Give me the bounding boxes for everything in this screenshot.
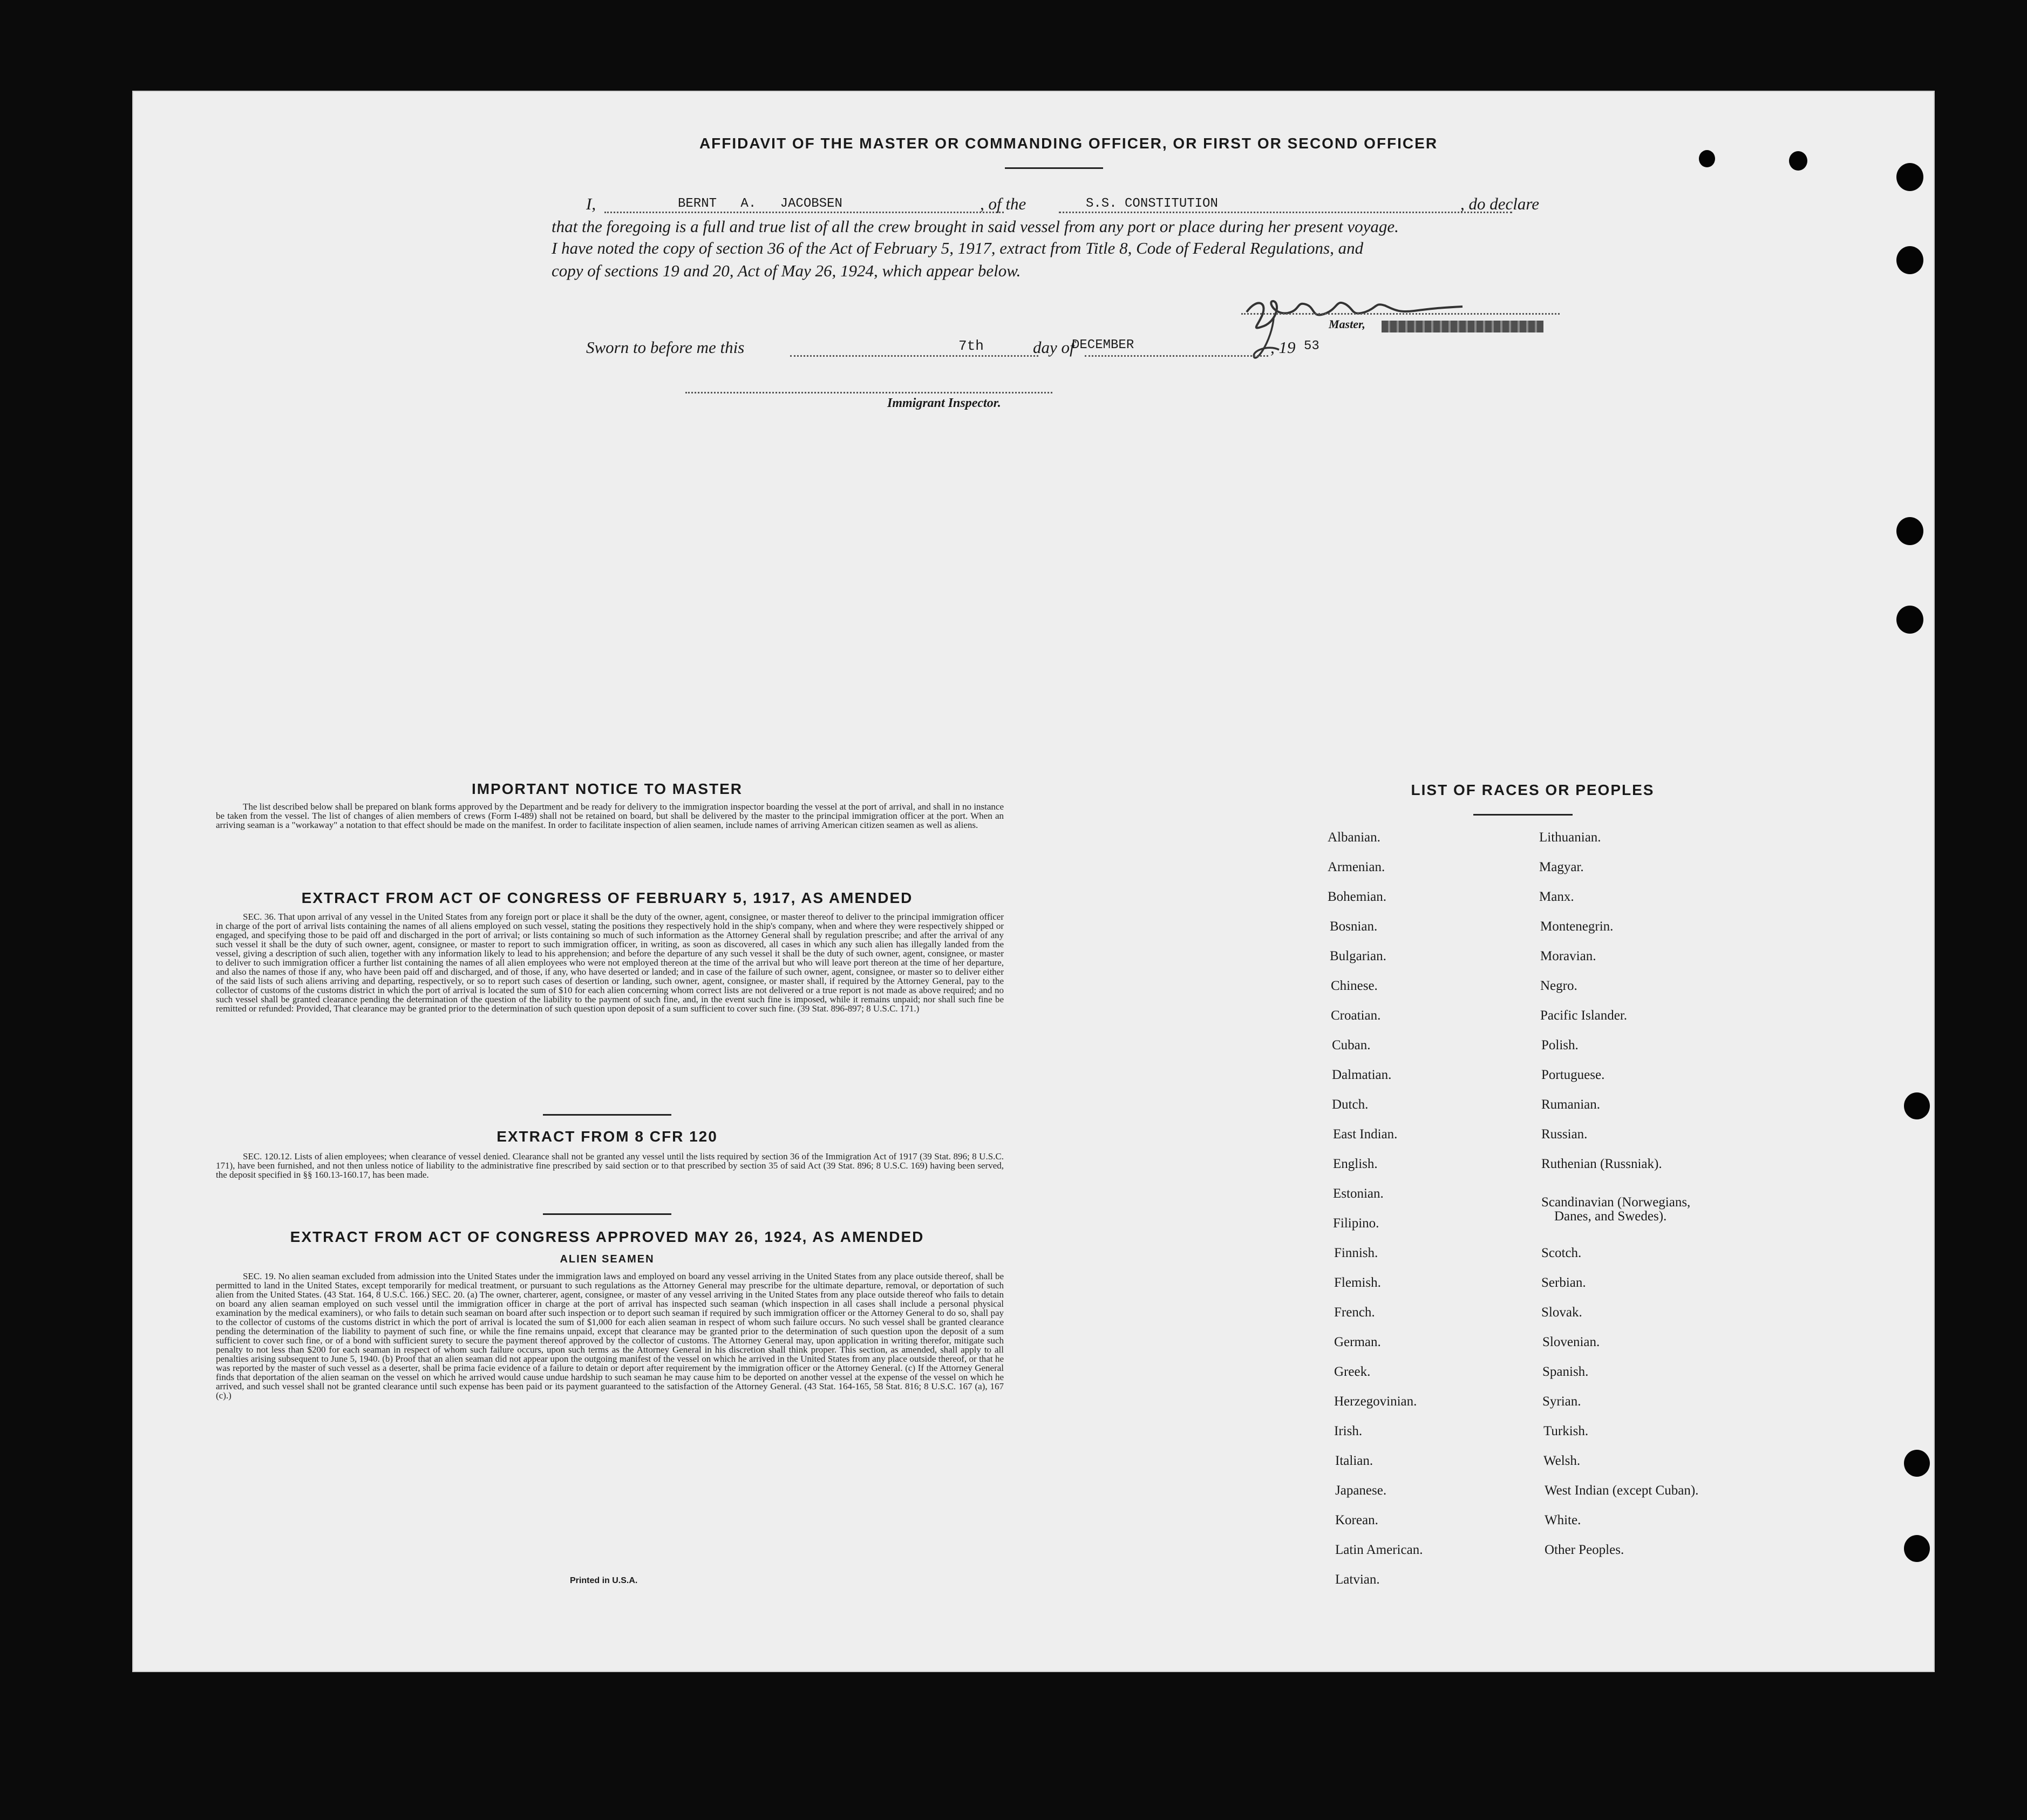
race-item: Magyar. xyxy=(1539,860,1584,874)
vessel-dotted-line xyxy=(1059,212,1512,213)
extract-1924-title: EXTRACT FROM ACT OF CONGRESS APPROVED MAY 26, 1924, AS AMENDED xyxy=(290,1228,924,1245)
race-item: Flemish. xyxy=(1334,1275,1381,1290)
affidavit-line3: I have noted the copy of section 36 of the Act of February 5, 1917, extract from Title 8, Code of Federal Regulations, and xyxy=(552,239,1364,257)
race-item: English. xyxy=(1333,1157,1378,1171)
race-item: White. xyxy=(1545,1513,1581,1527)
affidavit-line1 xyxy=(586,194,1563,216)
race-item: Finnish. xyxy=(1334,1246,1378,1260)
race-item: Filipino. xyxy=(1333,1216,1379,1231)
punch-hole xyxy=(1904,1092,1930,1119)
race-item: Other Peoples. xyxy=(1545,1543,1624,1557)
race-item: Dutch. xyxy=(1332,1097,1369,1112)
race-item: Scandinavian (Norwegians, xyxy=(1541,1195,1691,1210)
race-item: Bohemian. xyxy=(1328,889,1387,904)
title-underline xyxy=(1005,167,1103,169)
race-item: Bulgarian. xyxy=(1330,949,1386,963)
section-divider xyxy=(543,1213,671,1215)
race-item: Latvian. xyxy=(1335,1572,1380,1587)
race-item: Syrian. xyxy=(1542,1394,1581,1409)
race-item: Pacific Islander. xyxy=(1540,1008,1628,1023)
section-divider xyxy=(543,1114,671,1116)
race-item: Chinese. xyxy=(1331,979,1378,993)
punch-hole xyxy=(1904,1535,1930,1562)
race-item: Greek. xyxy=(1334,1364,1371,1379)
punch-hole xyxy=(1896,246,1923,274)
sworn-label: Sworn to before me this xyxy=(586,338,745,357)
race-item: Cuban. xyxy=(1332,1038,1371,1052)
race-item: Albanian. xyxy=(1328,830,1380,845)
races-title-underline xyxy=(1473,814,1573,816)
race-item: Polish. xyxy=(1541,1038,1579,1052)
races-left-column xyxy=(1328,830,1543,1597)
name-dotted-line xyxy=(604,212,1004,213)
day-dotted-line xyxy=(790,355,1038,357)
race-item: Manx. xyxy=(1539,889,1574,904)
affidavit-title: AFFIDAVIT OF THE MASTER OR COMMANDING OFFICER, OR FIRST OR SECOND OFFICER xyxy=(699,135,1438,152)
punch-hole xyxy=(1699,150,1715,167)
race-item: West Indian (except Cuban). xyxy=(1545,1483,1699,1498)
struck-out-title xyxy=(1382,321,1543,332)
extract-8cfr-body: SEC. 120.12. Lists of alien employees; when clearance of vessel denied. Clearance shall not be granted any vessel until the lists required by section 36 of the Immigration Act of 1917 (39 Stat. 896; 8 U.S.C. 171), have been furnished, and not then unless notice of liability to the administrative fine prescribed by said section or to that prescribed by section 35 of said Act (39 Stat. 896; 8 U.S.C. 169) having been served, the deposit specified in §§ 160.13-160.17, has been made. xyxy=(216,1151,1004,1180)
race-item: Armenian. xyxy=(1328,860,1385,874)
race-item: Italian. xyxy=(1335,1454,1373,1468)
race-item: Bosnian. xyxy=(1330,919,1378,934)
notice-title: IMPORTANT NOTICE TO MASTER xyxy=(471,780,743,797)
race-item: Lithuanian. xyxy=(1539,830,1601,845)
race-item: Latin American. xyxy=(1335,1543,1423,1557)
extract-1924-body: SEC. 19. No alien seaman excluded from admission into the United States under the immigration laws and employed on board any vessel arriving in the United States from any place outside thereof, shall be permitted to land in the United States, except temporarily for medical treatment, or pursuant to such regulations as the Attorney General may prescribe for the ultimate departure, removal, or deportation of such alien from the United States. (43 Stat. 164, 8 U.S.C. 166.) SEC. 20. (a) The owner, charterer, agent, consignee, or master of any vessel arriving in the United States from any place outside thereof who fails to detain on board any alien seaman employed on such vessel until the immigration officer in charge at the port of arrival has inspected such seaman (which inspection in all cases shall include a personal physical examination by the medical examiners), or who fails to detain such seaman on board after such inspection or to deport such seaman if required by such immigration officer or the Attorney General to do so, shall pay to the collector of customs of the customs district in which the port of arrival is located the sum of $1,000 for each alien seaman in respect of whom such failure occurs. No such vessel shall be granted clearance pending the determination of the liability to payment of such fine, or while the fine remains unpaid, except that clearance may be granted prior to the determination of such question upon the deposit of a sum sufficient to cover such fine, or of a bond with sufficient surety to secure the payment thereof approved by the collector of customs. The Attorney General may, upon application in writing therefor, mitigate such penalty to not less than $200 for each seaman in respect of whom such failure occurs, upon such terms as the Attorney General in his discretion shall think proper. This section, as amended, shall apply to all penalties arising subsequent to June 5, 1940. (b) Proof that an alien seaman did not appear upon the outgoing manifest of the vessel on which he arrived in the United States from any place outside thereof, or that he was reported by the master of such vessel as a deserter, shall be prima facie evidence of a failure to detain or deport after requirement by the immigration officer or the Attorney General. (c) If the Attorney General finds that deportation of the alien seaman on the vessel on which he arrived would cause undue hardship to such seaman he may cause him to be deported on another vessel at the expense of the vessel on which he arrived, and such vessel shall not be granted clearance until such expense has been paid or its payment guaranteed to the satisfaction of the Attorney General. (43 Stat. 164-165, 58 Stat. 816; 8 U.S.C. 167 (a), 167 (c).) xyxy=(216,1271,1004,1401)
race-item: Herzegovinian. xyxy=(1334,1394,1417,1409)
punch-hole xyxy=(1789,151,1807,171)
master-label: Master, xyxy=(1329,317,1365,331)
race-item: Negro. xyxy=(1540,979,1577,993)
race-item: Croatian. xyxy=(1331,1008,1381,1023)
races-title: LIST OF RACES OR PEOPLES xyxy=(1411,782,1655,798)
race-item: Japanese. xyxy=(1335,1483,1387,1498)
race-item: Spanish. xyxy=(1542,1364,1589,1379)
extract-1924-subtitle: ALIEN SEAMEN xyxy=(560,1253,655,1265)
race-item: Estonian. xyxy=(1333,1186,1384,1201)
race-item: Rumanian. xyxy=(1541,1097,1601,1112)
punch-hole xyxy=(1896,163,1923,191)
punch-hole xyxy=(1896,606,1923,634)
year-suffix: 53 xyxy=(1304,339,1319,354)
race-item: Scotch. xyxy=(1541,1246,1582,1260)
year-prefix: , 19 xyxy=(1270,338,1296,357)
race-item: Irish. xyxy=(1334,1424,1363,1438)
affidavit-line2: that the foregoing is a full and true list of all the crew brought in said vessel from any port or place during her present voyage. xyxy=(552,217,1399,236)
sworn-day: 7th xyxy=(958,338,984,354)
printed-in-usa: Printed in U.S.A. xyxy=(570,1576,638,1585)
race-item: Slovak. xyxy=(1541,1305,1582,1320)
month-dotted-line xyxy=(1085,355,1268,357)
inspector-dotted-line xyxy=(685,392,1052,393)
race-item: East Indian. xyxy=(1333,1127,1398,1142)
vessel-name: S.S. CONSTITUTION xyxy=(1086,196,1218,211)
extract-1917-body: SEC. 36. That upon arrival of any vessel in the United States from any foreign port or place it shall be the duty of the owner, agent, consignee, or master thereof to deliver to the principal immigration officer in charge of the port of arrival lists containing the names of all aliens employed on such vessel, stating the positions they respectively hold in the ship's company, when and where they were respectively shipped or engaged, and specifying those to be paid off and discharged in the port of arrival; or lists containing so much of such information as the Attorney General shall by regulation prescribe; and after the arrival of any such vessel it shall be the duty of such owner, agent, consignee, or master to report to such immigration officer, in writing, as soon as discovered, all cases in which any such alien has illegally landed from the vessel, giving a description of such alien, together with any information likely to lead to his apprehension; and before the departure of any such vessel it shall be the duty of such owner, agent, consignee, or master to deliver to such immigration officer a further list containing the names of all alien employees who were not employed thereon at the time of the arrival but who will leave port thereon at the time of her departure, and also the names of those if any, who have been paid off and discharged, and of those, if any, who have deserted or landed; and in case of the failure of such owner, agent, consignee, or master so to deliver either of the said lists of such aliens arriving and departing, respectively, or so to report such cases of desertion or landing, such owner, agent, consignee, or master shall, if required by the Attorney General, pay to the collector of customs of the customs district in which the port of arrival is located the sum of $10 for each alien concerning whom correct lists are not delivered or a true report is not made as above required; and no such vessel shall be granted clearance pending the determination of the question of the liability to the payment of such fine, and, in the event such fine is imposed, while it remains unpaid; nor shall such fine be remitted or refunded: Provided, That clearance may be granted prior to the determination of such question upon deposit of a sum sufficient to cover such fine. (39 Stat. 896-897; 8 U.S.C. 171.) xyxy=(216,912,1004,1014)
inspector-label: Immigrant Inspector. xyxy=(887,396,1001,410)
extract-1917-title: EXTRACT FROM ACT OF CONGRESS OF FEBRUARY 5, 1917, AS AMENDED xyxy=(301,889,913,906)
race-item: Moravian. xyxy=(1540,949,1596,963)
race-item: Slovenian. xyxy=(1542,1335,1600,1349)
sworn-line xyxy=(586,338,1342,362)
race-item: Welsh. xyxy=(1543,1454,1581,1468)
race-item: German. xyxy=(1334,1335,1381,1349)
race-item: Serbian. xyxy=(1541,1275,1586,1290)
race-item: Danes, and Swedes). xyxy=(1554,1209,1667,1224)
races-right-column xyxy=(1539,830,1798,1597)
day-of-label: day of xyxy=(1033,338,1074,357)
punch-hole xyxy=(1904,1450,1930,1477)
do-declare-label: , do declare xyxy=(1460,194,1540,213)
race-item: Portuguese. xyxy=(1541,1068,1605,1082)
sworn-month: DECEMBER xyxy=(1072,338,1134,352)
of-the-label: , of the xyxy=(980,194,1026,213)
race-item: Montenegrin. xyxy=(1540,919,1614,934)
i-label: I, xyxy=(586,194,596,213)
race-item: Ruthenian (Russniak). xyxy=(1541,1157,1662,1171)
race-item: Korean. xyxy=(1335,1513,1378,1527)
race-item: Dalmatian. xyxy=(1332,1068,1392,1082)
master-name: BERNT A. JACOBSEN xyxy=(678,196,842,211)
affidavit-line4: copy of sections 19 and 20, Act of May 26, 1924, which appear below. xyxy=(552,261,1021,280)
signature-dotted-line xyxy=(1241,313,1560,315)
notice-body: The list described below shall be prepared on blank forms approved by the Department and be ready for delivery to the immigration inspector boarding the vessel at the port of arrival, and shall in no instance be taken from the vessel. The list of changes of alien members of crews (Form I-489) shall not be retained on board, but shall be delivered by the master to the principal immigration officer at the port. When an arriving seaman is a "workaway" a notation to that effect should be made on the manifest. In order to facilitate inspection of alien seamen, include names of arriving American citizen seamen as well as aliens. xyxy=(216,802,1004,830)
extract-8cfr-title: EXTRACT FROM 8 CFR 120 xyxy=(496,1128,718,1145)
punch-hole xyxy=(1896,517,1923,545)
race-item: Russian. xyxy=(1541,1127,1588,1142)
race-item: French. xyxy=(1334,1305,1375,1320)
race-item: Turkish. xyxy=(1543,1424,1589,1438)
